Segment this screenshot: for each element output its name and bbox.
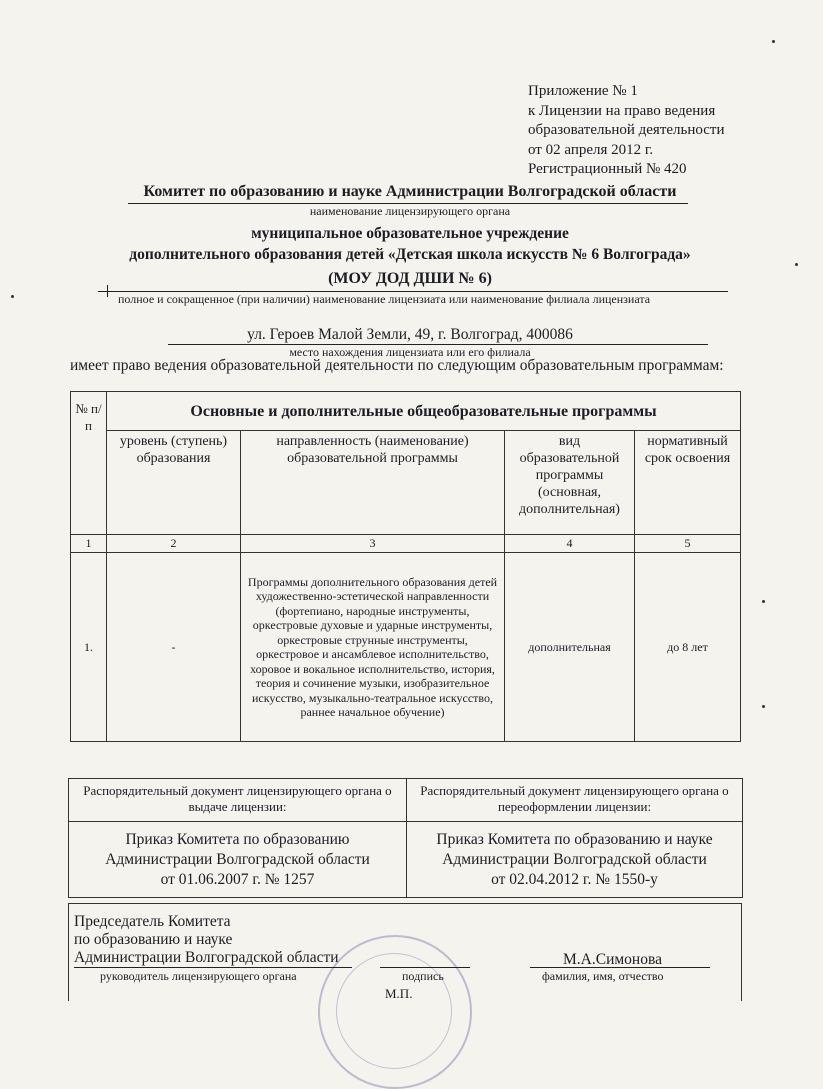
appendix-activity: образовательной деятельности — [528, 122, 725, 138]
signature-underline — [380, 967, 470, 968]
address-caption: место нахождения лицензиата или его филиала — [289, 345, 531, 359]
issue-doc-body — [69, 822, 407, 898]
appendix-reg-number: Регистрационный № 420 — [528, 161, 687, 177]
table-row — [71, 553, 741, 742]
licensee-tick-mark — [107, 285, 108, 297]
programs-intro-text: имеет право ведения образовательной деятельности по следующим образовательным программам: — [70, 357, 724, 374]
appendix-block — [528, 82, 725, 180]
signer-name: М.А.Симонова — [563, 951, 662, 968]
signer-position-line3: Администрации Волгоградской области — [74, 949, 339, 966]
scan-speck — [762, 705, 765, 708]
appendix-date: от 02 апреля 2012 г. — [528, 141, 654, 158]
scan-speck — [762, 600, 765, 603]
signer-position-line2: по образованию и науке — [74, 931, 233, 948]
licensing-body-caption: наименование лицензирующего органа — [309, 204, 511, 218]
stamp-mark: М.П. — [385, 986, 413, 1001]
reissue-doc-line2: Администрации Волгоградской области — [442, 850, 707, 868]
row-kind: дополнительная — [505, 553, 635, 742]
head-caption: руководитель лицензирующего органа — [100, 969, 297, 983]
licensee-caption: полное и сокращенное (при наличии) наименование лицензиата или наименование филиала лицензиата — [118, 292, 651, 306]
licensee-name-line2: дополнительного образования детей «Детская школа искусств № 6 Волгограда» — [129, 246, 691, 263]
col-direction-header: направленность (наименование) образовательной программы — [241, 431, 505, 535]
scan-speck — [772, 40, 775, 43]
licensee-name-line1: муниципальное образовательное учреждение — [251, 225, 569, 242]
row-number: 1. — [71, 553, 107, 742]
issue-doc-header: Распорядительный документ лицензирующего органа о выдаче лицензии: — [69, 779, 407, 822]
col-term-header: нормативный срок освоения — [635, 431, 741, 535]
col-index-1: 1 — [71, 535, 107, 553]
scan-speck — [11, 295, 14, 298]
col-number-header: № п/п — [71, 392, 107, 535]
col-level-header: уровень (ступень) образования — [107, 431, 241, 535]
programs-main-header: Основные и дополнительные общеобразовательные программы — [107, 392, 741, 431]
sign-caption: подпись — [402, 969, 444, 983]
row-term: до 8 лет — [635, 553, 741, 742]
official-stamp — [318, 935, 472, 1089]
col-index-3: 3 — [241, 535, 505, 553]
licensing-body-name: Комитет по образованию и науке Администрации Волгоградской области — [143, 183, 677, 200]
licensee-short-name: (МОУ ДОД ДШИ № 6) — [328, 270, 492, 287]
issue-doc-line1: Приказ Комитета по образованию — [125, 830, 350, 848]
name-caption: фамилия, имя, отчество — [542, 969, 664, 983]
reissue-doc-header: Распорядительный документ лицензирующего органа о переоформлении лицензии: — [407, 779, 743, 822]
col-index-5: 5 — [635, 535, 741, 553]
position-underline — [74, 967, 352, 968]
programs-table — [70, 391, 741, 742]
licensee-address: ул. Героев Малой Земли, 49, г. Волгоград, 400086 — [247, 326, 573, 343]
appendix-license-ref: к Лицензии на право ведения — [528, 102, 716, 119]
col-index-4: 4 — [505, 535, 635, 553]
scan-speck — [795, 263, 798, 266]
signature-position — [74, 913, 339, 967]
col-index-2: 2 — [107, 535, 241, 553]
col-kind-header: вид образовательной программы (основная, дополнительная) — [505, 431, 635, 535]
row-direction: Программы дополнительного образования детей художественно-эстетической направленности (фортепиано, народные инструменты, оркестровые духовые и ударные инструменты, оркестровые струнные инструменты, оркестровое и ансамблевое исполнительство, хоровое и вокальное исполнительство, история, теория и сочинение музыки, изобразительное искусство, музыкально-театральное искусство, раннее начальное обучение) — [241, 553, 505, 742]
appendix-title: Приложение № 1 — [528, 83, 638, 99]
reissue-doc-body — [407, 822, 743, 898]
signer-position-line1: Председатель Комитета — [74, 913, 231, 930]
row-level: - — [107, 553, 241, 742]
decisions-table — [68, 778, 743, 898]
issue-doc-line2: Администрации Волгоградской области — [105, 850, 370, 868]
issue-doc-line3: от 01.06.2007 г. № 1257 — [160, 870, 315, 888]
reissue-doc-line1: Приказ Комитета по образованию и науке — [436, 830, 713, 848]
reissue-doc-line3: от 02.04.2012 г. № 1550-у — [491, 870, 658, 888]
